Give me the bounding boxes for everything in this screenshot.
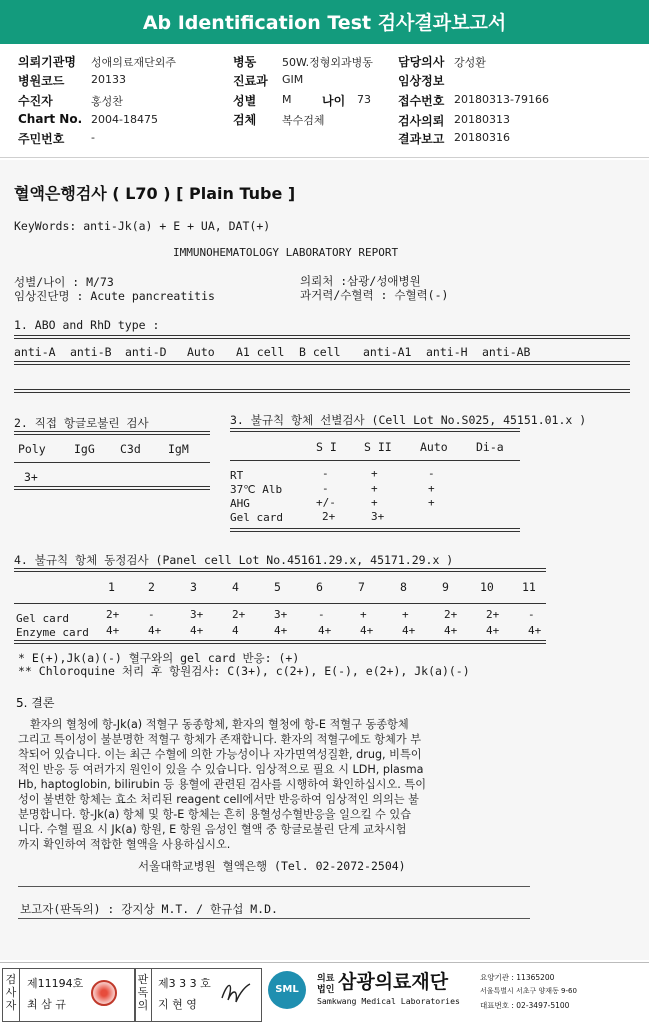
reader-label: 판독의	[137, 973, 149, 1012]
abo-col: Auto	[187, 345, 215, 359]
panel-cell: 2+	[106, 608, 120, 621]
double-rule	[14, 335, 630, 339]
info-label: 검사의뢰	[398, 114, 445, 128]
panel-col: 5	[274, 580, 281, 594]
sex-age: 성별/나이 : M/73	[14, 275, 114, 289]
referrer: 의뢰처 :삼광/성애병원	[300, 274, 421, 288]
screen-cell: +	[371, 467, 378, 480]
panel-cell: -	[528, 608, 535, 621]
dat-value: 3+	[24, 470, 38, 484]
panel-cell: 4+	[402, 624, 416, 637]
dat-col: IgM	[168, 442, 189, 456]
double-rule	[14, 568, 546, 572]
lab-title: IMMUNOHEMATOLOGY LABORATORY REPORT	[173, 246, 399, 259]
panel-cell: 4+	[528, 624, 542, 637]
abo-col: A1 cell	[236, 345, 285, 359]
abo-col: anti-A1	[363, 345, 412, 359]
keywords: KeyWords: anti-Jk(a) + E + UA, DAT(+)	[14, 219, 271, 233]
screen-col: Di-a	[476, 440, 504, 454]
panel-cell: 4+	[360, 624, 374, 637]
panel-cell: 2+	[232, 608, 246, 621]
screen-cell: +	[428, 496, 435, 509]
panel-cell: -	[318, 608, 325, 621]
conclusion-line: 착되어 있습니다. 이는 최근 수혈에 의한 가능성이나 자가면역성질환, drug, 비특이	[18, 748, 422, 761]
panel-cell: 3+	[190, 608, 204, 621]
single-rule	[18, 886, 530, 887]
dat-col: IgG	[74, 442, 95, 456]
conclusion-line: 니다. 수혈 필요 시 Jk(a) 항원, E 항원 음성인 혈액 중 항글로불린 단계 교차시험	[18, 823, 407, 836]
screen-col: S II	[364, 440, 392, 454]
panel-col: 9	[442, 580, 449, 594]
screen-row-label: RT	[230, 469, 244, 482]
inspector-name: 최 삼 규	[27, 998, 66, 1011]
panel-col: 4	[232, 580, 239, 594]
divider	[0, 157, 649, 158]
double-rule	[14, 486, 210, 490]
info-value: 2004-18475	[91, 113, 158, 126]
info-label: 의뢰기관명	[18, 55, 76, 69]
double-rule	[14, 431, 210, 435]
panel-cell: +	[360, 608, 367, 621]
info-value: 20180313-79166	[454, 93, 549, 106]
double-rule	[14, 361, 630, 365]
screen-row-label: AHG	[230, 497, 250, 510]
panel-col: 10	[480, 580, 494, 594]
dat-col: Poly	[18, 442, 46, 456]
reporter: 보고자(판독의) : 강지상 M.T. / 한규섭 M.D.	[20, 902, 278, 916]
screen-cell: +	[371, 482, 378, 495]
panel-cell: 4+	[318, 624, 332, 637]
panel-col: 2	[148, 580, 155, 594]
info-label: 주민번호	[18, 132, 65, 146]
reader-signature-icon	[218, 978, 254, 1008]
section-4-title: 4. 불규칙 항체 동정검사 (Panel cell Lot No.45161.29.x, 45171.29.x )	[14, 553, 454, 567]
panel-cell: 3+	[274, 608, 288, 621]
org-prefix: 법인	[317, 985, 335, 995]
section-1-title: 1. ABO and RhD type :	[14, 318, 160, 332]
single-rule	[230, 460, 520, 461]
org-name: 삼광의료재단	[338, 971, 449, 993]
history: 과거력/수혈력 : 수혈력(-)	[300, 288, 449, 302]
screen-col: Auto	[420, 440, 448, 454]
single-rule	[18, 918, 530, 919]
info-value: 강성환	[454, 56, 486, 69]
info-label: Chart No.	[18, 112, 83, 126]
screen-cell: +/-	[316, 496, 336, 509]
screen-col: S I	[316, 440, 337, 454]
panel-cell: 4+	[148, 624, 162, 637]
single-rule	[14, 462, 210, 463]
lab-signature: 서울대학교병원 혈액은행 (Tel. 02-2072-2504)	[138, 859, 406, 873]
screen-cell: -	[428, 467, 435, 480]
panel-cell: 2+	[486, 608, 500, 621]
panel-col: 3	[190, 580, 197, 594]
note: * E(+),Jk(a)(-) 혈구와의 gel card 반응: (+)	[18, 651, 300, 665]
document-title: Ab Identification Test 검사결과보고서	[142, 12, 507, 34]
org-prefix: 의료	[317, 974, 335, 984]
phone: 대표번호 : 02-3497-5100	[480, 1001, 570, 1010]
info-label: 접수번호	[398, 94, 445, 108]
info-value: -	[91, 131, 95, 144]
abo-col: anti-D	[125, 345, 167, 359]
double-rule	[14, 389, 630, 393]
info-value: 73	[357, 93, 371, 106]
panel-col: 7	[358, 580, 365, 594]
info-value: 20180313	[454, 113, 510, 126]
inspector-seal-icon	[91, 980, 117, 1006]
double-rule	[230, 528, 520, 532]
info-label: 임상정보	[398, 74, 445, 88]
section-3-title: 3. 불규칙 항체 선별검사 (Cell Lot No.S025, 45151.01.x )	[230, 413, 587, 427]
reader-license: 제3 3 3 호	[158, 977, 211, 990]
info-label: 수진자	[18, 94, 53, 108]
inspector-label: 검사자	[5, 973, 17, 1012]
panel-cell: +	[402, 608, 409, 621]
double-rule	[14, 640, 546, 644]
dat-col: C3d	[120, 442, 141, 456]
abo-col: anti-B	[70, 345, 112, 359]
single-rule	[14, 603, 546, 604]
screen-cell: -	[322, 482, 329, 495]
panel-cell: 4+	[444, 624, 458, 637]
info-label: 병원코드	[18, 74, 65, 88]
double-rule	[230, 428, 520, 432]
info-value: 20180316	[454, 131, 510, 144]
info-label: 검체	[233, 113, 257, 127]
screen-cell: -	[322, 467, 329, 480]
panel-col: 8	[400, 580, 407, 594]
conclusion-line: 까지 확인하여 적합한 혈액을 사용하십시오.	[18, 838, 231, 851]
panel-row-label: Gel card	[16, 612, 69, 625]
logo-text: SML	[275, 984, 299, 995]
abo-col: anti-AB	[482, 345, 531, 359]
conclusion-line: 환자의 혈청에 항-Jk(a) 적혈구 동종항체, 환자의 혈청에 항-E 적혈구 동종항체	[30, 718, 409, 731]
report-title: 혈액은행검사 ( L70 ) [ Plain Tube ]	[14, 184, 296, 203]
panel-cell: -	[148, 608, 155, 621]
screen-cell: 2+	[322, 510, 336, 523]
panel-cell: 4+	[274, 624, 288, 637]
panel-cell: 4+	[190, 624, 204, 637]
screen-cell: 3+	[371, 510, 385, 523]
section-5-title: 5. 결론	[16, 696, 55, 710]
note: ** Chloroquine 처리 후 항원검사: C(3+), c(2+), E(-), e(2+), Jk(a)(-)	[18, 664, 470, 678]
inspector-license: 제11194호	[27, 977, 84, 990]
info-value: 홍성찬	[91, 95, 123, 108]
panel-cell: 4+	[486, 624, 500, 637]
abo-col: B cell	[299, 345, 341, 359]
abo-col: anti-A	[14, 345, 56, 359]
info-value: GIM	[282, 73, 304, 86]
screen-row-label: 37℃ Alb	[230, 483, 283, 496]
info-label: 나이	[322, 94, 346, 108]
info-label: 결과보고	[398, 132, 445, 146]
info-label: 담당의사	[398, 55, 445, 69]
conclusion-line: 성이 불변한 항체는 효소 처리된 reagent cell에서만 반응하여 임상적인 의의는 불	[18, 793, 419, 806]
info-value: 50W.정형외과병동	[282, 56, 373, 69]
info-value: M	[282, 93, 292, 106]
abo-col: anti-H	[426, 345, 468, 359]
care-number: 요양기관 : 11365200	[480, 973, 555, 982]
panel-col: 6	[316, 580, 323, 594]
info-label: 성별	[233, 94, 257, 108]
info-value: 성애의료재단외주	[91, 56, 177, 69]
panel-cell: 4	[232, 624, 239, 637]
panel-cell: 2+	[444, 608, 458, 621]
info-value: 20133	[91, 73, 126, 86]
screen-cell: +	[371, 496, 378, 509]
info-label: 병동	[233, 55, 257, 69]
conclusion-line: 그리고 특이성이 불분명한 적혈구 항체가 존재합니다. 환자의 적혈구에도 항체가 부	[18, 733, 422, 746]
screen-row-label: Gel card	[230, 511, 283, 524]
panel-col: 1	[108, 580, 115, 594]
panel-row-label: Enzyme card	[16, 626, 89, 639]
panel-cell: 4+	[106, 624, 120, 637]
divider	[0, 962, 649, 963]
section-2-title: 2. 직접 항글로불린 검사	[14, 416, 149, 430]
conclusion-line: Hb, haptoglobin, bilirubin 등 용혈에 관련된 검사를 시행하여 확인하십시오. 특이	[18, 778, 426, 791]
address: 서울특별시 서초구 양재동 9-60	[480, 987, 577, 995]
reader-name: 지 현 영	[158, 998, 197, 1011]
info-label: 진료과	[233, 74, 268, 88]
conclusion-line: 적인 반응 등 여러가지 원인이 있을 수 있습니다. 임상적으로 필요 시 LDH, plasma	[18, 763, 424, 776]
screen-cell: +	[428, 482, 435, 495]
conclusion-line: 분명합니다. 항-Jk(a) 항체 및 항-E 항체는 흔히 용혈성수혈반응을 일으킬 수 있습	[18, 808, 412, 821]
diagnosis: 임상진단명 : Acute pancreatitis	[14, 289, 215, 303]
sml-logo-icon	[268, 971, 306, 1009]
info-value: 복수검체	[282, 114, 325, 127]
org-name-en: Samkwang Medical Laboratories	[317, 996, 460, 1006]
panel-col: 11	[522, 580, 536, 594]
